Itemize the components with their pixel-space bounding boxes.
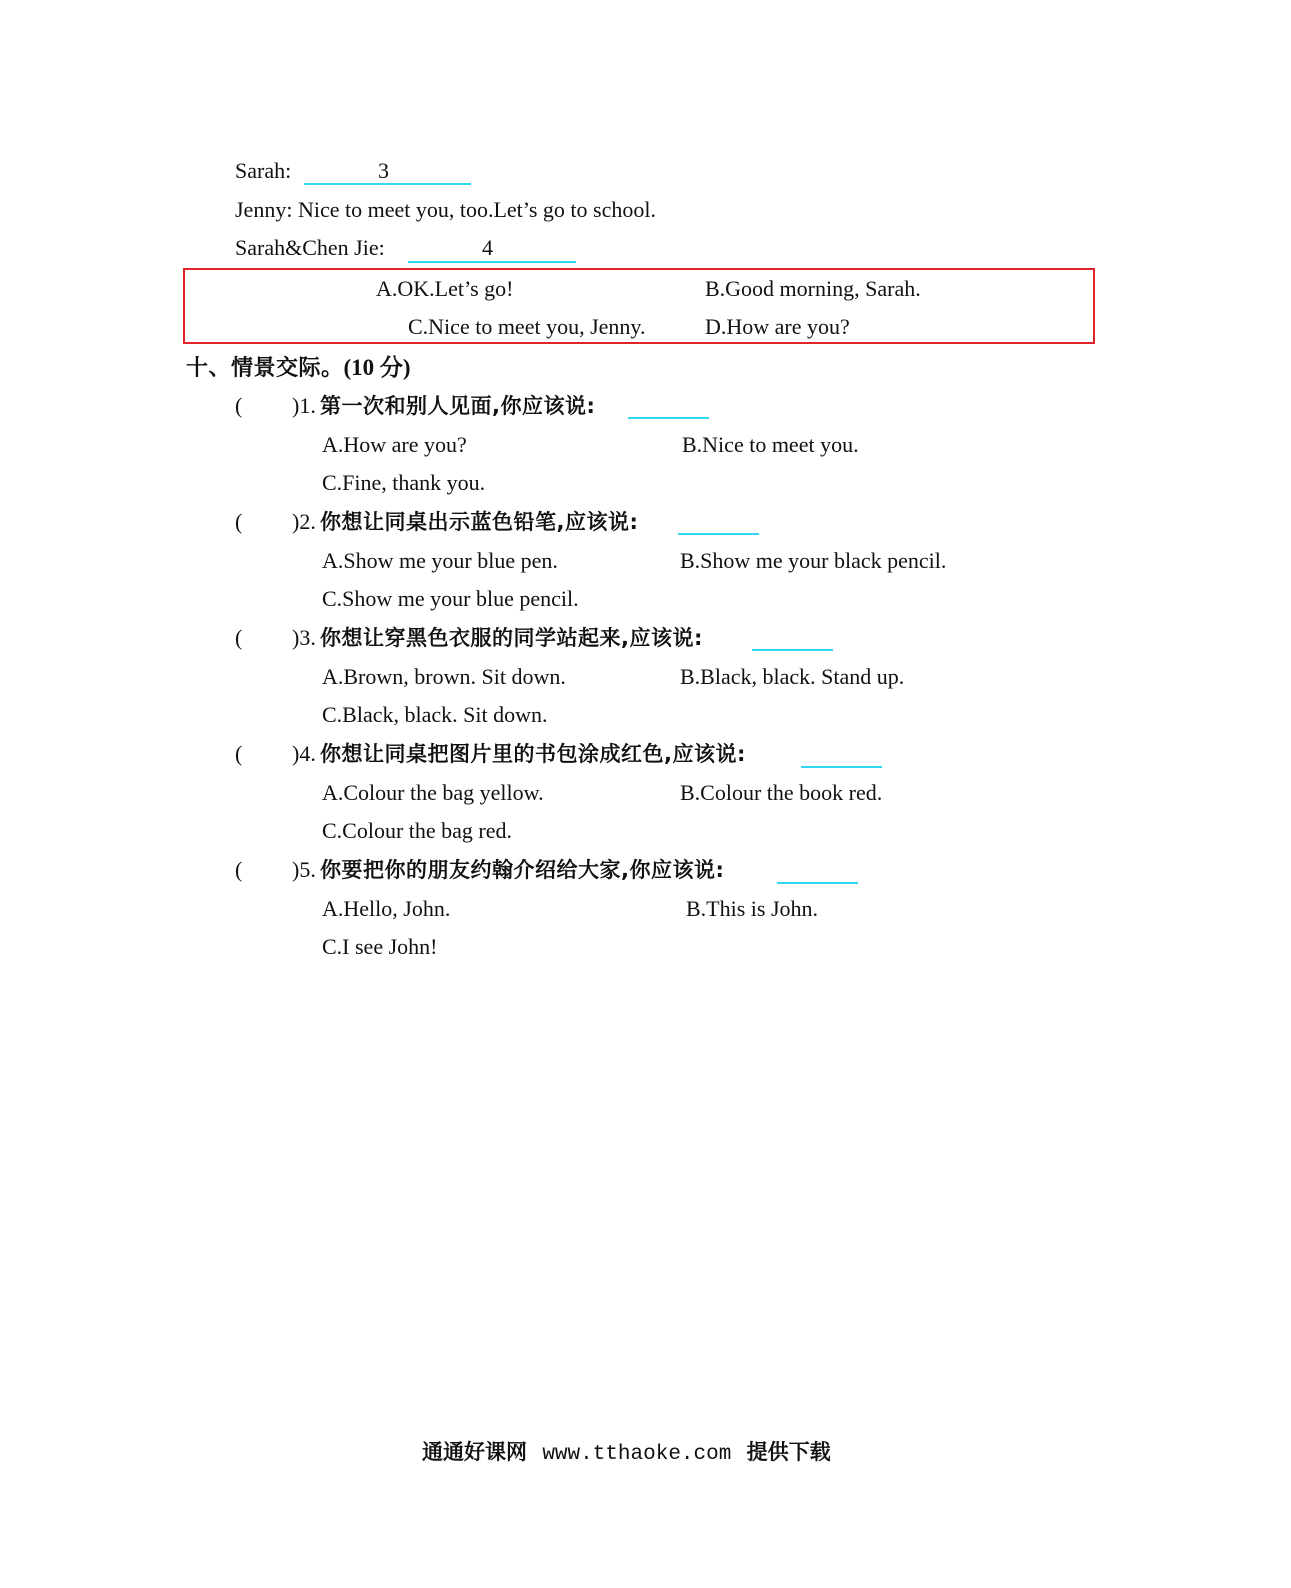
section-title: 十、情景交际。	[186, 356, 344, 381]
q4-paren: (	[235, 741, 243, 766]
section-heading	[186, 353, 411, 384]
footer	[422, 1437, 831, 1470]
q4-prompt: 你想让同桌把图片里的书包涂成红色,应该说:	[320, 742, 746, 766]
q2-option-a: A.Show me your blue pen.	[322, 548, 558, 573]
q2-option-b: B.Show me your black pencil.	[680, 548, 947, 573]
footer-site-name: 通通好课网	[422, 1440, 527, 1464]
q1-option-c: C.Fine, thank you.	[322, 470, 486, 495]
q5-option-b: B.This is John.	[686, 896, 819, 921]
option-a: A.OK.Let’s go!	[376, 276, 514, 301]
q3-label: )3.	[292, 625, 316, 650]
q5-prompt: 你要把你的朋友约翰介绍给大家,你应该说:	[320, 858, 725, 882]
q1-answer-blank[interactable]	[628, 417, 709, 419]
option-b: B.Good morning, Sarah.	[705, 276, 921, 301]
dialogue-speaker-sarah-chenjie: Sarah&Chen Jie:	[235, 235, 385, 260]
dialogue-speaker-sarah: Sarah:	[235, 158, 292, 183]
footer-url[interactable]: www.tthaoke.com	[542, 1443, 732, 1466]
q3-prompt: 你想让穿黑色衣服的同学站起来,应该说:	[320, 626, 703, 650]
q5-option-a: A.Hello, John.	[322, 896, 451, 921]
q3-option-a: A.Brown, brown. Sit down.	[322, 664, 566, 689]
section-score: (10 分)	[343, 355, 411, 380]
q5-answer-blank[interactable]	[777, 882, 858, 884]
footer-download-text: 提供下载	[746, 1440, 831, 1464]
q3-answer-blank[interactable]	[752, 649, 833, 651]
dialogue-line-jenny: Jenny: Nice to meet you, too.Let’s go to school.	[235, 197, 656, 222]
q5-paren: (	[235, 857, 243, 882]
q2-paren: (	[235, 509, 243, 534]
q1-option-b: B.Nice to meet you.	[682, 432, 859, 457]
option-d: D.How are you?	[705, 314, 850, 339]
q2-option-c: C.Show me your blue pencil.	[322, 586, 579, 611]
q3-option-c: C.Black, black. Sit down.	[322, 702, 548, 727]
q4-option-a: A.Colour the bag yellow.	[322, 780, 544, 805]
q1-option-a: A.How are you?	[322, 432, 467, 457]
blank-number-4: 4	[482, 235, 493, 260]
q2-prompt: 你想让同桌出示蓝色铅笔,应该说:	[320, 510, 639, 534]
q4-option-b: B.Colour the book red.	[680, 780, 883, 805]
q1-prompt: 第一次和别人见面,你应该说:	[320, 394, 596, 418]
q2-answer-blank[interactable]	[678, 533, 759, 535]
q5-label: )5.	[292, 857, 316, 882]
q5-option-c: C.I see John!	[322, 934, 438, 959]
blank-number-3: 3	[378, 158, 389, 183]
q2-label: )2.	[292, 509, 316, 534]
q1-label: )1.	[292, 393, 316, 418]
q4-answer-blank[interactable]	[801, 766, 882, 768]
q4-option-c: C.Colour the bag red.	[322, 818, 513, 843]
q3-option-b: B.Black, black. Stand up.	[680, 664, 905, 689]
q1-paren: (	[235, 393, 243, 418]
q3-paren: (	[235, 625, 243, 650]
q4-label: )4.	[292, 741, 316, 766]
option-c: C.Nice to meet you, Jenny.	[408, 314, 646, 339]
